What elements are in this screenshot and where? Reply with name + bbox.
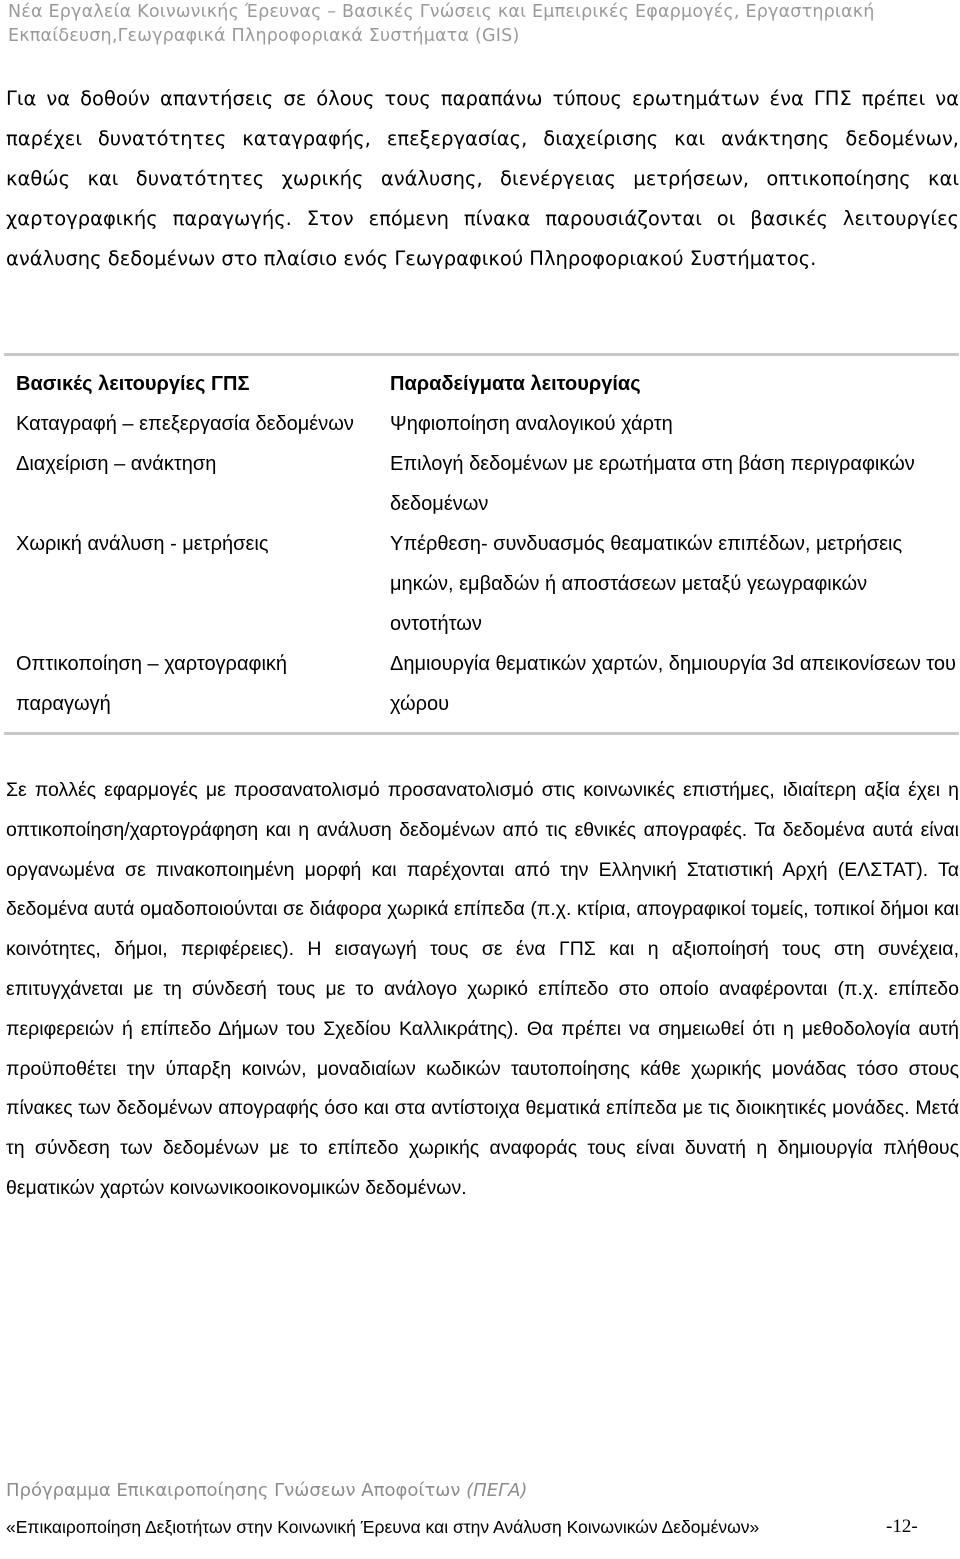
table-cell-function: Καταγραφή – επεξεργασία δεδομένων [16, 413, 354, 435]
table-cell-function: Διαχείριση – ανάκτηση [16, 453, 217, 475]
footer-program-name: Πρόγραμμα Επικαιροποίησης Γνώσεων Αποφοίτων [6, 1480, 461, 1501]
table-row [4, 444, 959, 524]
body-paragraph: Σε πολλές εφαρμογές με προσανατολισμό προσανατολισμό στις κοινωνικές επιστήμες, ιδιαίτερη αξία έχει η οπτικοποίηση/χαρτογράφηση και η ανάλυση δεδομένων από τις εθνικές απογραφές. Τα δεδομένα αυτά είναι οργανωμένα σε πινακοποιημένη μορφή και παρέχονται από την Ελληνική Στατιστική Αρχή (ΕΛΣΤΑΤ). Τα δεδομένα αυτά ομαδοποιούνται σε διάφορα χωρικά επίπεδα (π.χ. κτίρια, απογραφικοί τομείς, τοπικοί δήμοι και κοινότητες, δήμοι, περιφέρειες). Η εισαγωγή τους σε ένα ΓΠΣ και η αξιοποίησή τους στη συνέχεια, επιτυγχάνεται με τη σύνδεσή τους με το ανάλογο χωρικό επίπεδο στο οποίο αναφέρονται (π.χ. επίπεδο περιφερειών ή επίπεδο Δήμων του Σχεδίου Καλλικράτης). Θα πρέπει να σημειωθεί ότι η μεθοδολογία αυτή προϋποθέτει την ύπαρξη κοινών, μοναδιαίων κωδικών ταυτοποίησης κάθε χωρικής μονάδας τόσο στους πίνακες των δεδομένων απογραφής όσο και στα αντίστοιχα θεματικά επίπεδα με τις διοικητικές μονάδες. Μετά τη σύνδεση των δεδομένων με το επίπεδο χωρικής αναφοράς τους είναι δυνατή η δημιουργία πλήθους θεματικών χαρτών κοινωνικοοικονομικών δεδομένων. [6, 779, 959, 1199]
table-cell-function: Χωρική ανάλυση - μετρήσεις [16, 533, 269, 555]
footer-program-title [6, 1478, 946, 1504]
table-header-examples: Παραδείγματα λειτουργίας [390, 373, 641, 395]
table-cell-function: Οπτικοποίηση – χαρτογραφική παραγωγή [16, 653, 288, 715]
running-header-line-1: Νέα Εργαλεία Κοινωνικής Έρευνας – Βασικές Γνώσεις και Εμπειρικές Εφαρμογές, Εργαστηριακή [8, 2, 875, 22]
table-header-functions: Βασικές λειτουργίες ΓΠΣ [16, 373, 250, 395]
table-row [4, 644, 959, 734]
table-cell-example: Επιλογή δεδομένων με ερωτήματα στη βάση περιγραφικών δεδομένων [390, 453, 915, 515]
table-cell-example: Δημιουργία θεματικών χαρτών, δημιουργία 3d απεικονίσεων του χώρου [390, 653, 956, 715]
footer-course-title: «Επικαιροποίηση Δεξιοτήτων στην Κοινωνική Έρευνα και στην Ανάλυση Κοινωνικών Δεδομένων» [6, 1517, 760, 1537]
running-header-line-2: Εκπαίδευση,Γεωγραφικά Πληροφοριακά Συστήματα (GIS) [8, 26, 520, 46]
table-row [4, 524, 959, 644]
intro-paragraph: Για να δοθούν απαντήσεις σε όλους τους παραπάνω τύπους ερωτημάτων ένα ΓΠΣ πρέπει να παρέχει δυνατότητες καταγραφής, επεξεργασίας, διαχείρισης και ανάκτησης δεδομένων, καθώς και δυνατότητες χωρικής ανάλυσης, διενέργειας μετρήσεων, οπτικοποίησης και χαρτογραφικής παραγωγής. Στον επόμενη πίνακα παρουσιάζονται οι βασικές λειτουργίες ανάλυσης δεδομένων στο πλαίσιο ενός Γεωγραφικού Πληροφοριακού Συστήματος. [6, 87, 959, 270]
page-number: -12- [886, 1516, 918, 1537]
footer-course-line [6, 1514, 956, 1540]
table-cell-example: Υπέρθεση- συνδυασμός θεαματικών επιπέδων, μετρήσεις μηκών, εμβαδών ή αποστάσεων μεταξύ γεωγραφικών οντοτήτων [390, 533, 903, 635]
table-cell-example: Ψηφιοποίηση αναλογικού χάρτη [390, 413, 673, 435]
gis-functions-table [4, 353, 959, 735]
table-row [4, 404, 959, 444]
table-header-row [4, 355, 959, 405]
running-header [8, 0, 958, 48]
footer-program-abbr: (ΠΕΓΑ) [466, 1480, 528, 1501]
